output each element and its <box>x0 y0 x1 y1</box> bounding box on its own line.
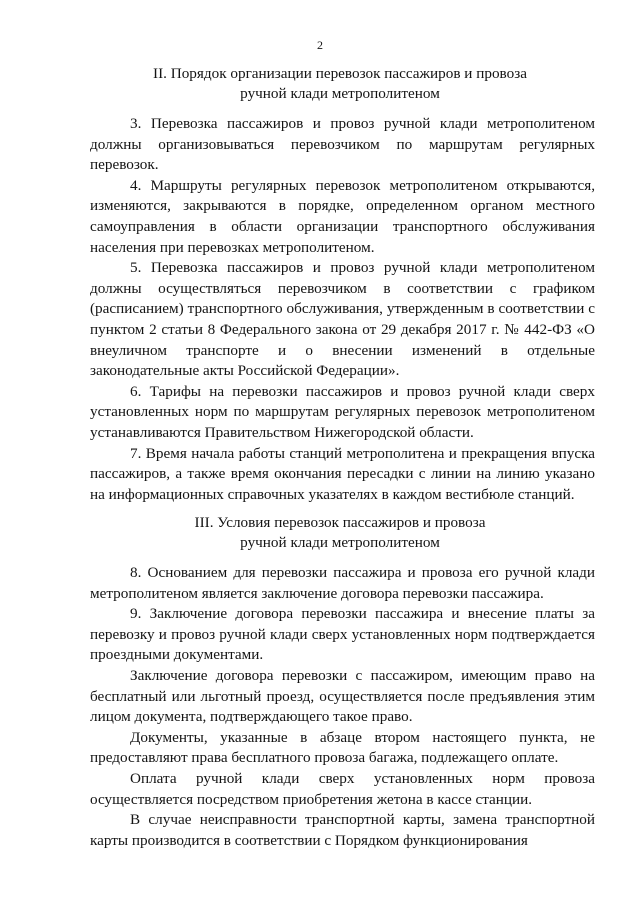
paragraph-item-4: 4. Маршруты регулярных перевозок метрополитеном открываются, изменяются, закрываются в порядке, определенном органом местного самоуправления в области организации транспортного обслуживания населения при перевозках метрополитеном. <box>90 176 595 256</box>
paragraph-item-7: 7. Время начала работы станций метрополитена и прекращения впуска пассажиров, а также время окончания пересадки с линии на линию указано на информационных справочных указателях в каждом вестибюле станций. <box>90 444 595 503</box>
section-2-heading-line-1: II. Порядок организации перевозок пассажиров и провоза <box>153 65 527 82</box>
section-2-body <box>90 114 595 505</box>
section-3-heading <box>110 513 570 553</box>
section-3-heading-line-1: III. Условия перевозок пассажиров и провоза <box>194 514 486 531</box>
paragraph-item-9-paragraph-3: Документы, указанные в абзаце втором настоящего пункта, не предоставляют права бесплатного провоза багажа, подлежащего оплате. <box>90 728 595 767</box>
paragraph-item-8: 8. Основанием для перевозки пассажира и провоза его ручной клади метрополитеном является заключение договора перевозки пассажира. <box>90 564 595 602</box>
paragraph-item-5: 5. Перевозка пассажиров и провоз ручной клади метрополитеном должны осуществляться перевозчиком в соответствии с графиком (расписанием) транспортного обслуживания, утвержденным в соответствии с пунктом 2 статьи 8 Федерального закона от 29 декабря 2017 г. № 442-ФЗ «О внеуличном транспорте и о внесении изменений в отдельные законодательные акты Российской Федерации». <box>90 259 595 380</box>
paragraph-item-9-paragraph-4: Оплата ручной клади сверх установленных норм провоза осуществляется посредством приобретения жетона в кассе станции. <box>90 769 595 808</box>
paragraph-item-9-paragraph-2: Заключение договора перевозки с пассажиром, имеющим право на бесплатный или льготный проезд, осуществляется после предъявления этим лицом документа, подтверждающего такое право. <box>90 666 595 726</box>
section-3-body <box>90 563 595 851</box>
section-2-heading <box>110 64 570 104</box>
paragraph-item-9-paragraph-5: В случае неисправности транспортной карты, замена транспортной карты производится в соответствии с Порядком функционирования <box>90 811 595 849</box>
paragraph-item-6: 6. Тарифы на перевозки пассажиров и провоз ручной клади сверх установленных норм по маршрутам регулярных перевозок метрополитеном устанавливаются Правительством Нижегородской области. <box>90 382 595 441</box>
section-3-heading-line-2: ручной клади метрополитеном <box>240 534 440 551</box>
paragraph-item-3: 3. Перевозка пассажиров и провоз ручной клади метрополитеном должны организовываться перевозчиком по маршрутам регулярных перевозок. <box>90 115 595 174</box>
paragraph-item-9: 9. Заключение договора перевозки пассажира и внесение платы за перевозку и провоз ручной клади сверх установленных норм подтверждается проездными документами. <box>90 605 595 664</box>
section-2-heading-line-2: ручной клади метрополитеном <box>240 85 440 102</box>
page-number: 2 <box>317 38 323 52</box>
